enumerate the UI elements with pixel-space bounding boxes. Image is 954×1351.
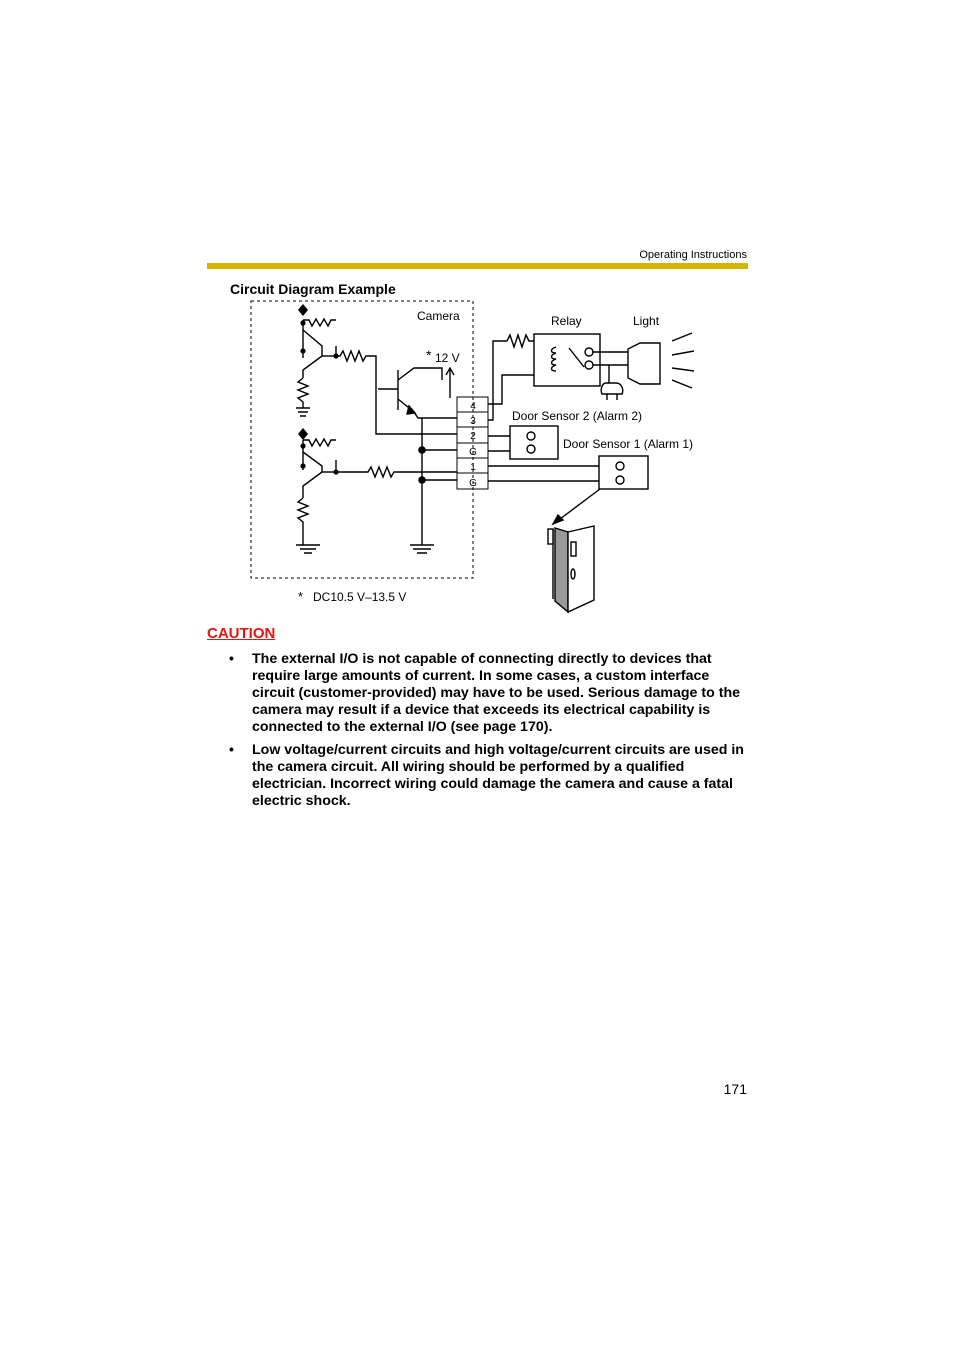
bullet-symbol: • bbox=[229, 651, 234, 667]
caution-heading: CAUTION bbox=[207, 625, 276, 642]
terminal-label: G bbox=[469, 447, 477, 458]
bullet-symbol: • bbox=[229, 742, 234, 758]
footnote-text: DC10.5 V–13.5 V bbox=[313, 590, 407, 604]
upper-supply-diamond bbox=[298, 304, 308, 316]
lower-ground-icon bbox=[296, 545, 320, 553]
section-title: Circuit Diagram Example bbox=[230, 281, 396, 297]
light-rays-icon bbox=[672, 333, 694, 388]
output-transistor-collector bbox=[398, 368, 442, 380]
door-sensor-1-box bbox=[599, 456, 648, 489]
upper-resistor-c bbox=[298, 378, 308, 408]
caution-item-text: The external I/O is not capable of connecting directly to devices that require large amounts of current. In some cases, a custom interface circuit (customer-provided) may have to be used. Serious damage to the camera may result if a device that exceeds its electrical capability is connected to the external I/O (see page 170). bbox=[252, 651, 741, 735]
terminal-label: 4 bbox=[470, 401, 476, 412]
caution-item bbox=[229, 651, 749, 736]
junction-dot bbox=[418, 446, 426, 454]
lower-phototransistor bbox=[303, 452, 322, 472]
footnote-mark: * bbox=[298, 589, 304, 604]
bus-ground-icon bbox=[410, 545, 434, 553]
output-transistor-emitter bbox=[398, 399, 457, 418]
upper-ground-icon bbox=[296, 408, 310, 416]
terminal-label: 2 bbox=[470, 431, 476, 442]
relay-label: Relay bbox=[551, 314, 582, 328]
voltage-label: 12 V bbox=[435, 351, 460, 365]
plug-icon bbox=[601, 383, 623, 394]
lower-resistor-a bbox=[303, 439, 336, 446]
lower-supply-diamond bbox=[298, 428, 308, 440]
relay-resistor bbox=[507, 335, 534, 347]
upper-resistor-b bbox=[336, 351, 374, 361]
wire-4-to-relay bbox=[488, 375, 534, 404]
caution-item bbox=[229, 742, 749, 810]
wire-to-door-sensor-1 bbox=[488, 466, 599, 481]
door-sensor-1-label: Door Sensor 1 (Alarm 1) bbox=[563, 437, 694, 451]
camera-boundary bbox=[251, 301, 473, 578]
lower-resistor-b bbox=[336, 467, 457, 477]
relay-coil bbox=[552, 347, 557, 371]
camera-label: Camera bbox=[417, 309, 460, 323]
running-header: Operating Instructions bbox=[639, 249, 747, 261]
relay-switch bbox=[569, 348, 584, 367]
terminal-label: 1 bbox=[470, 462, 476, 473]
upper-phototransistor bbox=[303, 330, 322, 356]
upper-resistor-a bbox=[303, 319, 336, 326]
door-sensor-2-label: Door Sensor 2 (Alarm 2) bbox=[512, 409, 643, 423]
terminal-label: 3 bbox=[470, 416, 476, 427]
page-number: 171 bbox=[723, 1081, 747, 1097]
sensor-arrow bbox=[556, 489, 600, 522]
caution-item-text: Low voltage/current circuits and high voltage/current circuits are used in the camera circuit. All wiring should be performed by a qualified electrician. Incorrect wiring could damage the camera and cause a fatal electric shock. bbox=[252, 742, 744, 809]
light-bulb-icon bbox=[628, 343, 660, 384]
door-sensor-2-box bbox=[510, 426, 558, 459]
lower-resistor-c bbox=[298, 498, 308, 545]
caution-list bbox=[229, 651, 749, 816]
voltage-mark: * bbox=[426, 347, 432, 363]
relay-box bbox=[534, 334, 600, 386]
wire-to-door-sensor-2 bbox=[488, 436, 510, 451]
terminal-label: G bbox=[469, 478, 477, 489]
junction-dot bbox=[418, 476, 426, 484]
light-label: Light bbox=[633, 314, 660, 328]
